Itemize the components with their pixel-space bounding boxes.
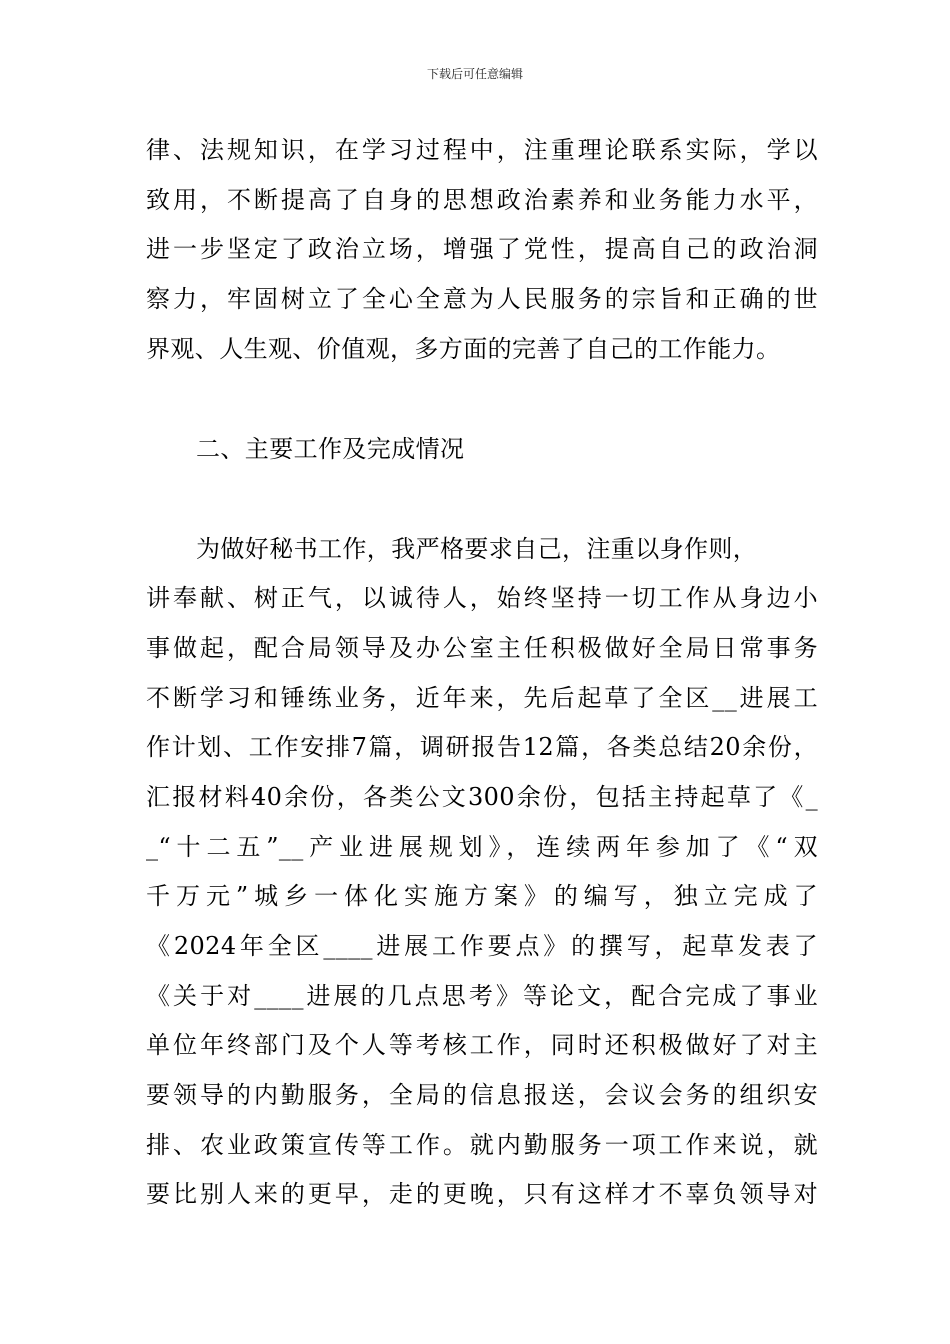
paragraph-line: 致用，不断提高了自身的思想政治素养和业务能力水平， <box>146 186 818 214</box>
paragraph-line: 《关于对____进展的几点思考》等论文，配合完成了事业 <box>146 982 818 1010</box>
paragraph-line: 千万元”城乡一体化实施方案》的编写，独立完成了 <box>146 882 818 910</box>
paragraph-line: 作计划、工作安排7篇，调研报告12篇，各类总结20余份， <box>146 733 818 761</box>
paragraph-line: 《2024年全区____进展工作要点》的撰写，起草发表了 <box>146 932 818 960</box>
paragraph-line: 察力，牢固树立了全心全意为人民服务的宗旨和正确的世 <box>146 285 818 313</box>
header-note: 下载后可任意编辑 <box>426 67 523 81</box>
paragraph-line: 讲奉献、树正气，以诚待人，始终坚持一切工作从身边小 <box>146 584 818 612</box>
paragraph-line: 律、法规知识，在学习过程中，注重理论联系实际，学以 <box>146 136 818 164</box>
paragraph-line: 进一步坚定了政治立场，增强了党性，提高自己的政治洞 <box>146 235 818 263</box>
paragraph-line: 要比别人来的更早，走的更晚，只有这样才不辜负领导对 <box>146 1180 818 1208</box>
paragraph-line: 要领导的内勤服务，全局的信息报送，会议会务的组织安 <box>146 1081 818 1109</box>
paragraph-line: 不断学习和锤练业务，近年来，先后起草了全区__进展工 <box>146 684 818 712</box>
section-heading: 二、主要工作及完成情况 <box>196 435 465 463</box>
paragraph-line: 汇报材料40余份，各类公文300余份，包括主持起草了《_ <box>146 783 818 811</box>
paragraph-line: 事做起，配合局领导及办公室主任积极做好全局日常事务 <box>146 634 818 662</box>
paragraph-line: 界观、人生观、价值观，多方面的完善了自己的工作能力。 <box>146 335 781 363</box>
paragraph-line: _“十二五”__产业进展规划》，连续两年参加了《“双 <box>146 833 818 861</box>
paragraph-line: 为做好秘书工作，我严格要求自己，注重以身作则， <box>196 535 758 563</box>
paragraph-line: 排、农业政策宣传等工作。就内勤服务一项工作来说，就 <box>146 1131 818 1159</box>
paragraph-line: 单位年终部门及个人等考核工作，同时还积极做好了对主 <box>146 1031 818 1059</box>
